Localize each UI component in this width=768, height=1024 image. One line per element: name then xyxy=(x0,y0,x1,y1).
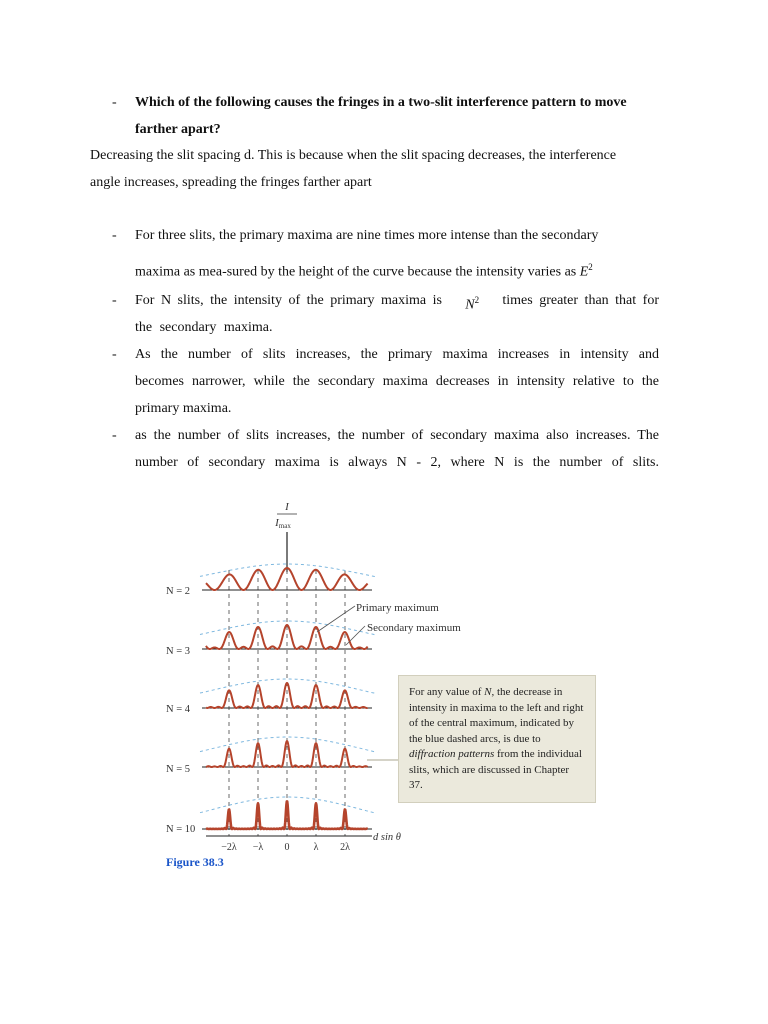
intensity-row-n2 xyxy=(200,564,376,590)
secondary-maximum-label: Secondary maximum xyxy=(367,622,461,634)
bullet-2-line-2: the secondary maxima. xyxy=(135,320,273,335)
intensity-rows xyxy=(200,564,376,829)
bullet-3-line-2: becomes narrower, while the secondary maxima decreases in intensity relative to the xyxy=(135,374,659,389)
bullet-1-line-1: For three slits, the primary maxima are nine times more intense than the secondary xyxy=(135,228,599,243)
intensity-row-n4 xyxy=(200,679,376,708)
figure-caption xyxy=(166,855,236,870)
row-label-n2: N = 2 xyxy=(166,586,191,597)
ylabel-denominator: Imax xyxy=(275,517,291,530)
x-tick-minus-lambda: −λ xyxy=(252,842,264,853)
ylabel-numerator: I xyxy=(285,501,289,513)
bullet-dash-1: - xyxy=(112,228,117,243)
bullet-3-line-3: primary maxima. xyxy=(135,401,232,416)
bullet-1-line-2-text: maxima as mea-sured by the height of the curve because the intensity varies as xyxy=(135,264,577,280)
row-label-n3: N = 3 xyxy=(166,646,191,657)
intensity-variable-e: E xyxy=(579,264,589,280)
answer-line-1: Decreasing the slit spacing d. This is because when the slit spacing decreases, the interference xyxy=(90,148,617,163)
row-label-n10: N = 10 xyxy=(166,824,196,835)
variable-n: N xyxy=(465,297,475,313)
diffraction-callout xyxy=(398,675,596,803)
callout-diffraction-patterns: diffraction patterns xyxy=(409,748,495,760)
intensity-row-n10 xyxy=(200,797,376,829)
bullet-2-line-1-post: times greater than that for xyxy=(502,293,659,308)
intensity-row-n5 xyxy=(200,737,376,767)
answer-line-2: angle increases, spreading the fringes farther apart xyxy=(90,175,372,190)
bullet-1-line-2 xyxy=(135,254,659,286)
primary-maximum-leader xyxy=(317,606,355,632)
x-axis-label: d sin θ xyxy=(373,832,401,843)
callout-text-1: For any value of xyxy=(409,686,482,698)
bullet-4-line-1: as the number of slits increases, the number of secondary maxima also increases. The xyxy=(135,428,659,443)
intensity-curve-n4 xyxy=(206,683,368,708)
row-label-n5: N = 5 xyxy=(166,764,191,775)
row-label-n4: N = 4 xyxy=(166,704,191,715)
primary-maximum-label: Primary maximum xyxy=(356,602,439,614)
bullet-2-line-1-pre: For N slits, the intensity of the primary maxima is xyxy=(135,293,442,308)
x-tick-zero: 0 xyxy=(284,842,290,853)
intensity-row-n3 xyxy=(200,621,376,649)
exponent-n2: 2 xyxy=(474,295,480,305)
bullet-dash-4: - xyxy=(112,428,117,443)
question-line-2: farther apart? xyxy=(135,122,221,137)
x-tick-minus-2-lambda: −2λ xyxy=(221,842,237,853)
question-line-1: Which of the following causes the fringes in a two-slit interference pattern to move xyxy=(135,95,627,110)
callout-text-2: the decrease in intensity in maxima to the left and right of the central maximum, indicated by the blue dashed arcs, is due to xyxy=(409,686,584,745)
bullet-4-line-2: number of secondary maxima is always N - 2, where N is the number of slits. xyxy=(135,455,659,470)
intensity-curve-n10 xyxy=(206,801,368,829)
x-tick-2-lambda: 2λ xyxy=(340,842,350,853)
vertical-dashed-guides xyxy=(229,570,345,836)
bullet-3-line-1: As the number of slits increases, the primary maxima increases in intensity and xyxy=(135,347,659,362)
x-tick-lambda: λ xyxy=(313,842,319,853)
question-bullet: - xyxy=(112,95,117,110)
callout-variable-n: N, xyxy=(484,686,495,698)
exponent-2: 2 xyxy=(588,262,593,272)
bullet-dash-3: - xyxy=(112,347,117,362)
bullet-dash-2: - xyxy=(112,293,117,308)
callout-text-3: from the individual slits, which are discussed in Chapter 37. xyxy=(409,748,582,791)
figure-caption-text: Figure 38.3 xyxy=(166,855,224,869)
